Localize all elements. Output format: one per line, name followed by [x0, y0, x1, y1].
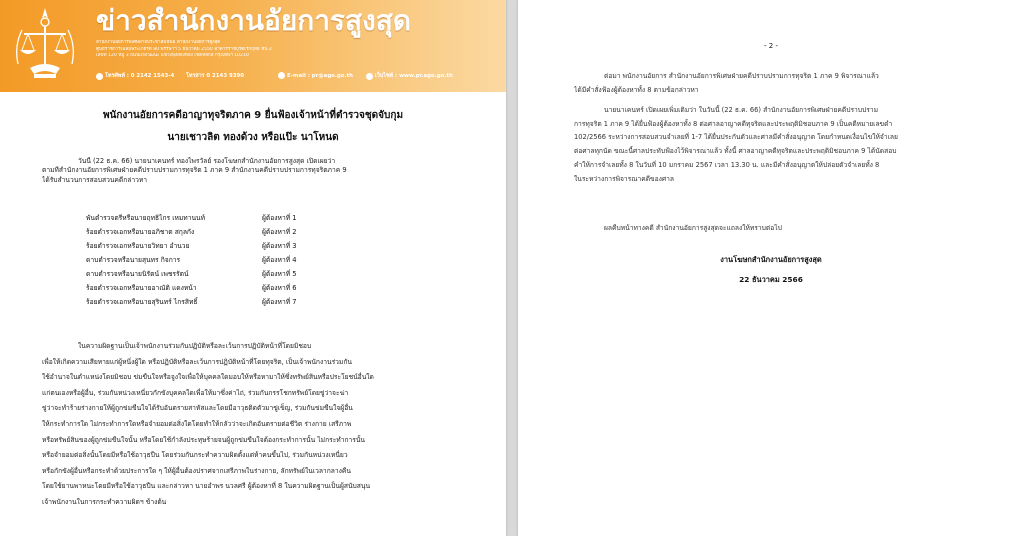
- page-number: - 2 -: [764, 42, 778, 50]
- text-line: ขู่ว่าจะทำร้ายร่างกายให้ผู้ถูกข่มขืนใจได้รับอันตรายสาหัสและโดยมีอาวุธติดตัวมาขู่เข็ญ, ร่วมกันข่มขืนใจผู้อื่น: [42, 404, 353, 413]
- text-line: ให้กระทำการใด ไม่กระทำการใดหรือจำยอมต่อสิ่งใดโดยทำให้กลัวว่าจะเกิดอันตรายต่อชีวิต ร่างกาย เสรีภาพ: [42, 419, 352, 428]
- suspect-name: ร้อยตำรวจเอกหรือนายสุรินทร์ ไกรสิทธิ์: [86, 298, 198, 306]
- office-address: [96, 40, 396, 60]
- headline-line-2: นายเชาวลิต ทองด้วง หรือแป๊ะ นาโหนด: [167, 132, 339, 143]
- text-line: การทุจริต 1 ภาค 9 ได้ยื่นฟ้องผู้ต้องหาทั้ง 8 ต่อศาลอาญาคดีทุจริตและประพฤติมิชอบภาค 9 เป็นคดีหมายเลขดำ: [574, 119, 893, 128]
- office-line: ศูนย์ราชการเฉลิมพระเกียรติ 80 พรรษาฯ 5 ธันวาคม 2550 อาคารราชบุรีดิเรกฤทธิ์ ชั้น 2: [96, 46, 272, 52]
- suspect-row: [86, 295, 416, 309]
- suspect-role: ผู้ต้องหาที่ 7: [262, 298, 297, 306]
- fax-text: โทรสาร 0 2143 9390: [186, 73, 244, 79]
- phone-contact: [96, 72, 174, 80]
- headline-line-1: พนักงานอัยการคดีอาญาทุจริตภาค 9 ยื่นฟ้องเจ้าหน้าที่ตำรวจชุดจับกุม: [102, 110, 404, 121]
- press-release-title: ข่าวสำนักงานอัยการสูงสุด: [96, 4, 411, 37]
- text-line: ได้มีคำสั่งฟ้องผู้ต้องหาทั้ง 8 ตามข้อกล่าวหา: [574, 85, 699, 94]
- text-line: วันนี้ (22 ธ.ค. 66) นายนาเคนทร์ ทองไพรวัลย์ รองโฆษกสำนักงานอัยการสูงสุด เปิดเผยว่า: [78, 157, 336, 165]
- office-line: เลขที่ 120 หมู่ 3 ถนนแจ้งวัฒนะ แขวงทุ่งสองห้อง เขตหลักสี่ กรุงเทพฯ 10210: [96, 53, 249, 58]
- suspect-list: [86, 211, 416, 309]
- website-text: เว็บไซต์ : www.pr.ago.go.th: [375, 73, 453, 79]
- email-text: E-mail : pr@ago.go.th: [287, 72, 353, 79]
- text-line: หรือทรัพย์สินของผู้ถูกข่มขืนใจนั้น หรือโดยใช้กำลังประทุษร้ายจนผู้ถูกข่มขืนใจต้องกระทำการนั้น ไม่กระทำการนั้น: [42, 435, 366, 444]
- signature-date: 22 ธันวาคม 2566: [739, 275, 803, 284]
- email-contact: [278, 72, 353, 79]
- text-line: ต่อมา พนักงานอัยการ สำนักงานอัยการพิเศษฝ่ายคดีปราบปรามการทุจริต 1 ภาค 9 พิจารณาแล้ว: [604, 72, 879, 80]
- suspect-row: [86, 211, 416, 225]
- suspect-role: ผู้ต้องหาที่ 4: [262, 256, 297, 264]
- email-icon: [278, 72, 285, 79]
- office-line: สำนักงานอัยการพิเศษฝ่ายประชาสัมพันธ์ สำนักงานอัยการสูงสุด: [96, 40, 221, 45]
- phone-icon: [96, 73, 103, 80]
- document-page-1: [0, 0, 506, 536]
- intro-paragraph: [42, 157, 478, 185]
- text-line: โดยใช้ยานพาหนะโดยมีหรือใช้อาวุธปืน และกล่าวหา นายอำพร นวลศรี ผู้ต้องหาที่ 8 ในความผิดฐานเป็นผู้สนับสนุน: [42, 482, 371, 491]
- text-line: 102/2566 ระหว่างการสอบสวนจำเลยที่ 1-7 ได้ยื่นประกันตัวและศาลมีคำสั่งอนุญาต โดยกำหนดเงื่อนไขให้จำเลย: [574, 133, 898, 142]
- suspect-row: [86, 239, 416, 253]
- suspect-name: ดาบตำรวจหรือนายนิรัตน์ เพชรรัตน์: [86, 270, 189, 278]
- suspect-row: [86, 253, 416, 267]
- phone-text: โทรศัพท์ : 0 2142 1543-4: [105, 73, 175, 79]
- suspect-role: ผู้ต้องหาที่ 1: [262, 214, 297, 222]
- text-line: หรือกักขังผู้อื่นหรือกระทำด้วยประการใด ๆ ให้ผู้อื่นต้องปราศจากเสรีภาพในร่างกาย, ลักทรัพย์ในเวลากลางคืน: [42, 466, 351, 475]
- text-line: ผลคืบหน้าทางคดี สำนักงานอัยการสูงสุดจะแถลงให้ทราบต่อไป: [604, 224, 782, 232]
- paragraph-progress: [574, 222, 984, 236]
- suspect-name: พันตำรวจตรีหรือนายฤทธิไกร เหมทานนท์: [86, 214, 206, 222]
- suspect-name: ดาบตำรวจหรือนายสุนทร กิจการ: [86, 256, 181, 264]
- fax-contact: [186, 72, 244, 80]
- suspect-row: [86, 225, 416, 239]
- signature-office: งานโฆษกสำนักงานอัยการสูงสุด: [720, 255, 822, 264]
- text-line: ต่อศาลทุกนัด ขณะนี้ศาลประทับฟ้องไว้พิจารณาแล้ว ทั้งนี้ ศาลอาญาคดีทุจริตและประพฤติมิชอบภาค 9 ได้นัดสอบ: [574, 147, 897, 156]
- charges-paragraph: [42, 339, 478, 511]
- website-contact: [366, 72, 453, 80]
- suspect-row: [86, 267, 416, 281]
- document-page-2: [518, 0, 1024, 536]
- paragraph-indictment: [574, 70, 984, 97]
- text-line: หรือจำยอมต่อสิ่งนั้นโดยมีหรือใช้อาวุธปืน โดยร่วมกันกระทำความผิดตั้งแต่ห้าคนขึ้นไป, ร่วมกันหน่วงเหนี่ยว: [42, 451, 348, 460]
- text-line: ใช้อำนาจในตำแหน่งโดยมิชอบ ข่มขืนใจหรือจูงใจเพื่อให้บุคคลใดมอบให้หรือหามาให้ซึ่งทรัพย์สินหรือประโยชน์อื่นใด: [42, 373, 374, 382]
- suspect-role: ผู้ต้องหาที่ 5: [262, 270, 297, 278]
- contact-bar: [0, 68, 506, 82]
- text-line: คำให้การจำเลยทั้ง 8 ในวันที่ 10 มกราคม 2567 เวลา 13.30 น. และมีคำสั่งอนุญาตให้ปล่อยตัวจำเลยทั้ง 8: [574, 160, 880, 169]
- suspect-role: ผู้ต้องหาที่ 2: [262, 228, 297, 236]
- text-line: เพื่อให้เกิดความเสียหายแก่ผู้หนึ่งผู้ใด หรือปฏิบัติหรือละเว้นการปฏิบัติหน้าที่โดยทุจริต, เป็นเจ้าพนักงานร่วมกัน: [42, 357, 352, 366]
- suspect-row: [86, 281, 416, 295]
- suspect-name: ร้อยตำรวจเอกหรือนายอภิชาต สกุลกัง: [86, 228, 195, 236]
- globe-icon: [366, 73, 373, 80]
- text-line: ในความผิดฐานเป็นเจ้าพนักงานร่วมกันปฏิบัติหรือละเว้นการปฏิบัติหน้าที่โดยมิชอบ: [78, 342, 312, 350]
- suspect-name: ร้อยตำรวจเอกหรือนายวิทยา อำนวย: [86, 242, 190, 250]
- text-line: เจ้าพนักงานในการกระทำความผิดฯ ข้างต้น: [42, 497, 167, 506]
- text-line: ได้รับสำนวนการสอบสวนคดีกล่าวหา: [42, 175, 148, 184]
- text-line: นายนาเคนทร์ เปิดเผยเพิ่มเติมว่า ในวันนี้ (22 ธ.ค. 66) สำนักงานอัยการพิเศษฝ่ายคดีปราบปราม: [604, 106, 879, 114]
- suspect-name: ร้อยตำรวจเอกหรือนายอาณัติ แดงหน้า: [86, 284, 197, 292]
- paragraph-details: [574, 104, 984, 186]
- text-line: แก่ตนเองหรือผู้อื่น, ร่วมกันหน่วงเหนี่ยวกักขังบุคคลใดเพื่อให้มาซึ่งค่าไถ่, ร่วมกันกรรโชกทรัพย์โดยขู่ว่าจะฆ่า: [42, 388, 349, 397]
- text-line: ตามที่สำนักงานอัยการพิเศษฝ่ายคดีปราบปรามการทุจริต 1 ภาค 9 สำนักงานคดีปราบปรามการทุจริตภาค 9: [42, 166, 347, 175]
- suspect-role: ผู้ต้องหาที่ 6: [262, 284, 297, 292]
- suspect-role: ผู้ต้องหาที่ 3: [262, 242, 297, 250]
- press-header-banner: [0, 0, 506, 92]
- text-line: ในระหว่างการพิจารณาคดีของศาล: [574, 174, 675, 183]
